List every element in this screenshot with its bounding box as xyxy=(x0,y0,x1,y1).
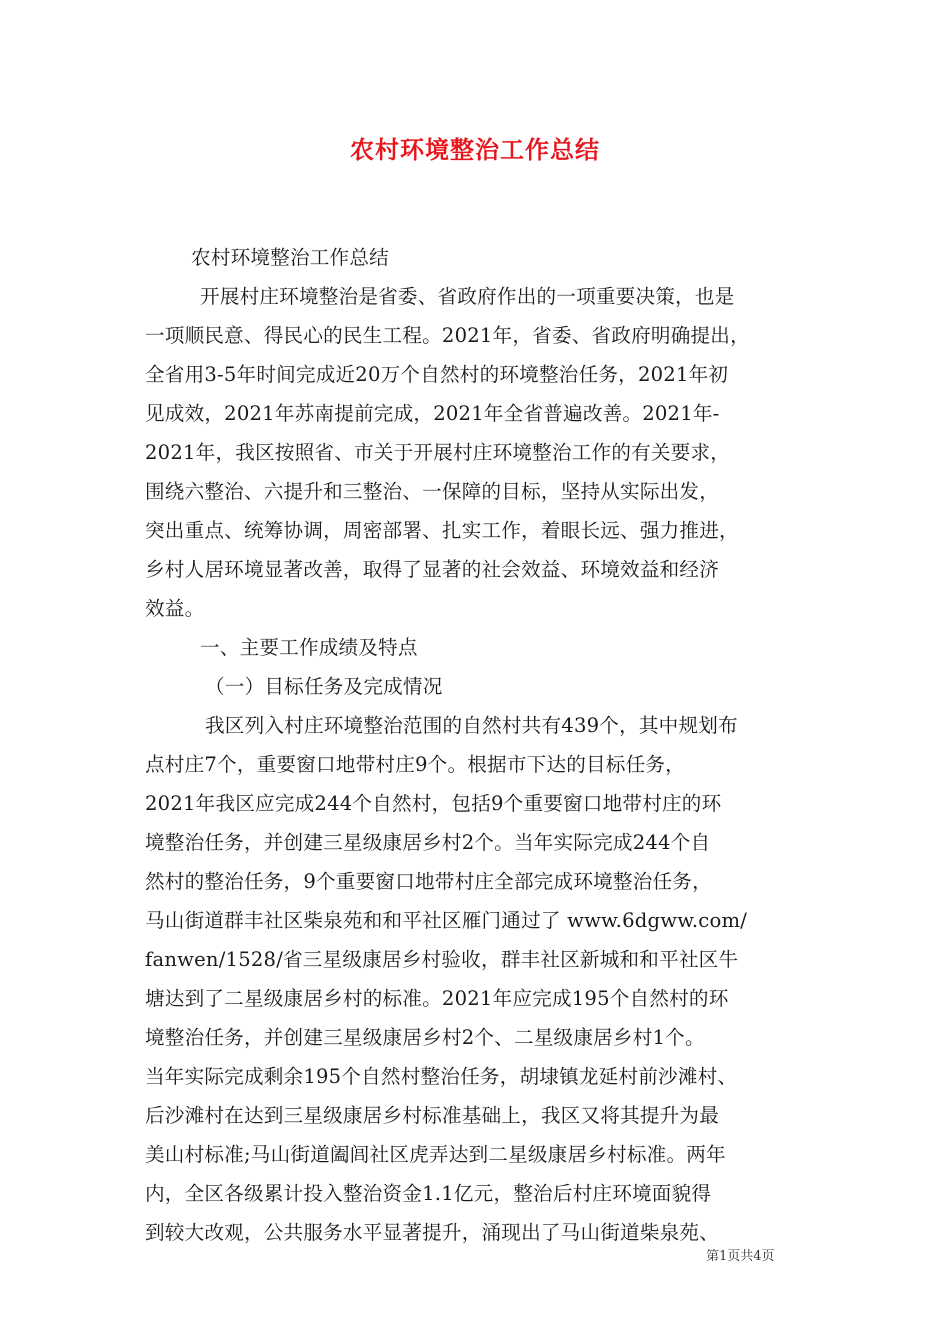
body-line: 内，全区各级累计投入整治资金1.1亿元，整治后村庄环境面貌得 xyxy=(145,1182,712,1205)
body-line: 后沙滩村在达到三星级康居乡村标准基础上，我区又将其提升为最 xyxy=(145,1104,720,1127)
body-line: 然村的整治任务，9个重要窗口地带村庄全部完成环境整治任务， xyxy=(145,870,712,893)
body-line: 突出重点、统筹协调，周密部署、扎实工作，着眼长远、强力推进， xyxy=(145,519,739,542)
subsection-heading: （一）目标任务及完成情况 xyxy=(205,675,443,698)
body-line: 开展村庄环境整治是省委、省政府作出的一项重要决策，也是 xyxy=(200,285,735,308)
body-line: 2021年我区应完成244个自然村，包括9个重要窗口地带村庄的环 xyxy=(145,792,722,815)
body-line: 2021年，我区按照省、市关于开展村庄环境整治工作的有关要求， xyxy=(145,441,731,464)
body-line: 美山村标准;马山街道阖闾社区虎弄达到二星级康居乡村标准。两年 xyxy=(145,1143,726,1166)
body-line: 农村环境整治工作总结 xyxy=(191,246,389,269)
body-line: 马山街道群丰社区柴泉苑和和平社区雁门通过了 www.6dgww.com/ xyxy=(145,909,748,932)
body-line: 境整治任务，并创建三星级康居乡村2个。当年实际完成244个自 xyxy=(145,831,711,854)
body-line: fanwen/1528/省三星级康居乡村验收，群丰社区新城和和平社区牛 xyxy=(145,948,739,971)
body-line: 全省用3-5年时间完成近20万个自然村的环境整治任务，2021年初 xyxy=(145,363,729,386)
body-line: 点村庄7个，重要窗口地带村庄9个。根据市下达的目标任务， xyxy=(145,753,685,776)
body-line: 境整治任务，并创建三星级康居乡村2个、二星级康居乡村1个。 xyxy=(145,1026,705,1049)
body-line: 当年实际完成剩余195个自然村整治任务，胡埭镇龙延村前沙滩村、 xyxy=(145,1065,738,1088)
body-line: 塘达到了二星级康居乡村的标准。2021年应完成195个自然村的环 xyxy=(145,987,729,1010)
page-number: 第1页共4页 xyxy=(706,1249,775,1264)
document-body xyxy=(145,238,810,1252)
section-heading: 一、主要工作成绩及特点 xyxy=(200,636,418,659)
body-line: 到较大改观，公共服务水平显著提升，涌现出了马山街道柴泉苑、 xyxy=(145,1221,720,1244)
body-line: 我区列入村庄环境整治范围的自然村共有439个，其中规划布 xyxy=(205,714,738,737)
body-line: 围绕六整治、六提升和三整治、一保障的目标，坚持从实际出发， xyxy=(145,480,720,503)
body-line: 乡村人居环境显著改善，取得了显著的社会效益、环境效益和经济 xyxy=(145,558,720,581)
body-line: 效益。 xyxy=(145,597,205,620)
body-line: 一项顺民意、得民心的民生工程。2021年，省委、省政府明确提出， xyxy=(145,324,750,347)
document-title: 农村环境整治工作总结 xyxy=(350,135,600,164)
body-line: 见成效，2021年苏南提前完成，2021年全省普遍改善。2021年- xyxy=(145,402,720,425)
